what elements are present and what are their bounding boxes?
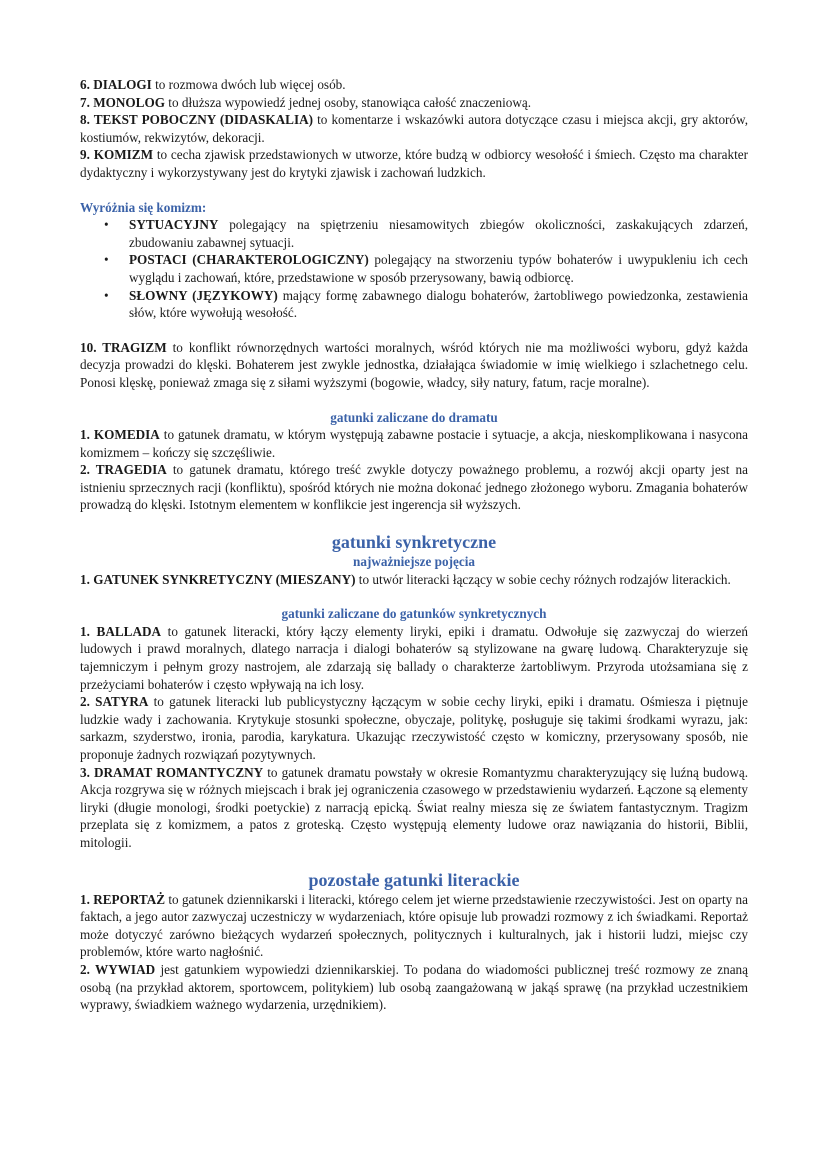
term: 7. MONOLOG — [80, 94, 165, 110]
spacer — [80, 392, 748, 409]
term: 9. KOMIZM — [80, 147, 154, 163]
genre-ballada — [80, 623, 748, 693]
definition-text: to konflikt równorzędnych wartości moralnych, wśród których nie ma możliwości wyboru, gdyż każda decyzja prowadzi do klęski. Bohaterem jest zwykle jednostka, działająca świadomie w imię wielkiego i szlachetnego celu. Ponosi klęskę, ponieważ zmaga się z siłami wyższymi (bogowie, władcy, siły natury, fatum, racje moralne). — [80, 339, 748, 390]
genre-wywiad — [80, 961, 748, 1014]
genre-satyra — [80, 693, 748, 763]
bullet-icon: • — [104, 287, 109, 303]
term: 2. SATYRA — [80, 694, 149, 710]
term: 2. WYWIAD — [80, 961, 156, 977]
list-item — [104, 251, 748, 286]
definition-text: to gatunek dramatu powstały w okresie Romantyzmu charakteryzujący się luźną budową. Akcja rozgrywa się w różnych miejscach i brak jej ograniczenia czasowego w przedstawieniu wydarzeń. Łączone są elementy liryki (długie monologi, środki poetyckie) z narracją epicką. Świat realny miesza się ze światem fantastycznym. Tragizm przeplata się z komizmem, a patos z groteską. Często występują elementy ludowe oraz nawiązania do historii, Biblii, mitologii. — [80, 764, 748, 850]
spacer — [80, 588, 748, 605]
definition-text: to cecha zjawisk przedstawionych w utworze, które budzą w odbiorcy wesołość i śmiech. Często ma charakter dydaktyczny i wykorzystywany jest do krytyki zjawisk i zachowań ludzkich. — [80, 147, 748, 180]
komizm-types-label: Wyróżnia się komizm: — [80, 199, 207, 215]
term: 6. DIALOGI — [80, 77, 152, 92]
definition-text: to dłuższa wypowiedź jednej osoby, stanowiąca całość znaczeniową. — [165, 94, 532, 110]
term: 3. DRAMAT ROMANTYCZNY — [80, 764, 264, 780]
definition-text: to gatunek dramatu, w którym występują zabawne postacie i sytuacje, a akcja, nieskomplikowana i nasycona komizmem – kończy się szczęśliwie. — [80, 427, 748, 460]
other-genres-heading: pozostałe gatunki literackie — [308, 869, 520, 890]
definition-text: to gatunek literacki, który łączy elementy liryki, epiki i dramatu. Odwołuje się zazwyczaj do wierzeń ludowych i prawd moralnych, dlatego narracja i dialogi bohaterów są stylizowane na gwarę ludową. Charakteryzuje się tajemniczym i pełnym grozy nastrojem, ale zdarzają się ballady o charakterze żartobliwym. Przyroda utożsamiana się z przeżyciami bohaterów i często wpływają na ich losy. — [80, 623, 748, 692]
drama-genres-heading: gatunki zaliczane do dramatu — [330, 409, 498, 425]
definition-text: to komentarze i wskazówki autora dotyczące czasu i miejsca akcji, gry aktorów, kostiumów, rekwizytów, dekoracji. — [80, 112, 748, 145]
genre-komedia — [80, 426, 748, 461]
bullet-icon: • — [104, 217, 109, 233]
definition-text: to gatunek literacki lub publicystyczny łączącym w sobie cechy liryki, epiki i dramatu. Ośmiesza i piętnuje ludzkie wady i zachowania. Krytykuje stosunki społeczne, obyczaje, politykę, posługuje się takimi środkami wyrazu, jak: sarkazm, szyderstwo, ironia, parodia, karykatura. Ukazując rzeczywistość często w komiczny, przerysowany sposób, nie proponuje żadnych rozwiązań pozytywnych. — [80, 694, 748, 762]
term: 1. GATUNEK SYNKRETYCZNY (MIESZANY) — [80, 571, 356, 587]
spacer — [80, 514, 748, 531]
term: POSTACI (CHARAKTEROLOGICZNY) — [129, 252, 369, 268]
item-text: polegający na stworzeniu typów bohaterów i uwypukleniu ich cech wyglądu i zachowań, które, przedstawione w sposób przerysowany, bawią odbiorcę. — [129, 252, 748, 285]
term: SYTUACYJNY — [129, 217, 219, 233]
definition-komizm — [80, 146, 748, 181]
definition-tekst-poboczny — [80, 111, 748, 146]
genre-tragedia — [80, 461, 748, 514]
definition-tragizm — [80, 339, 748, 392]
definition-text: to gatunek dramatu, którego treść zwykle dotyczy poważnego problemu, a rozwój akcji oparty jest na istnieniu sprzecznych racji (konfliktu), spośród których nie można dokonać jednego złożonego wyboru. Zmagania bohaterów prowadzą do klęski. Istotnym elementem w konflikcie jest ingerencja sił wyższych. — [80, 462, 748, 513]
definition-text: jest gatunkiem wypowiedzi dziennikarskiej. To podana do wiadomości publicznej treść rozmowy ze znaną osobą (na przykład aktorem, sportowcem, politykiem) lub osobą zaangażowaną w jakąś sprawę (na przykład uczestnikiem wyprawy, świadkiem ważnego wydarzenia, urzędnikiem). — [80, 961, 748, 1013]
definition-text: to rozmowa dwóch lub więcej osób. — [151, 77, 346, 92]
genre-reportaz — [80, 891, 748, 961]
syncretic-subheading: najważniejsze pojęcia — [353, 554, 475, 570]
list-item — [104, 287, 748, 322]
term: 10. TRAGIZM — [80, 339, 167, 355]
spacer — [80, 182, 748, 199]
definition-text: to utwór literacki łączący w sobie cechy różnych rodzajów literackich. — [355, 571, 731, 587]
syncretic-heading: gatunki synkretyczne — [331, 532, 497, 553]
definition-text: to gatunek dziennikarski i literacki, którego celem jet wierne przedstawienie rzeczywistości. Jest on oparty na faktach, a jego autor zazwyczaj uczestniczy w wydarzeniach, które opisuje lub prowadzi rozmowy z ich świadkami. Reportaż może dotyczyć zarówno bieżących wydarzeń społecznych, politycznych i kulturalnych, jak i historii ludzi, miejsc czy problemów, które warto nagłośnić. — [80, 891, 748, 960]
term: 1. KOMEDIA — [80, 427, 160, 443]
genre-dramat-romantyczny — [80, 764, 748, 852]
bullet-icon: • — [104, 252, 109, 268]
definition-monolog — [80, 94, 748, 112]
spacer — [80, 322, 748, 339]
syncretic-genres-heading: gatunki zaliczane do gatunków synkretycznych — [281, 606, 547, 622]
item-text: polegający na spiętrzeniu niesamowitych zbiegów okoliczności, zaskakujących zdarzeń, zbudowaniu zabawnej sytuacji. — [129, 217, 748, 250]
spacer — [80, 852, 748, 869]
definition-dialogi — [80, 76, 748, 94]
term: 1. BALLADA — [80, 623, 162, 639]
komizm-types-list — [80, 216, 748, 322]
list-item — [104, 216, 748, 251]
term: SŁOWNY (JĘZYKOWY) — [129, 287, 278, 303]
concept-gatunek-synkretyczny — [80, 571, 748, 589]
item-text: mający formę zabawnego dialogu bohaterów, żartobliwego powiedzonka, zestawienia słów, które wywołują wesołość. — [129, 287, 748, 321]
term: 8. TEKST POBOCZNY (DIDASKALIA) — [80, 112, 313, 128]
term: 2. TRAGEDIA — [80, 462, 167, 478]
term: 1. REPORTAŻ — [80, 891, 166, 907]
